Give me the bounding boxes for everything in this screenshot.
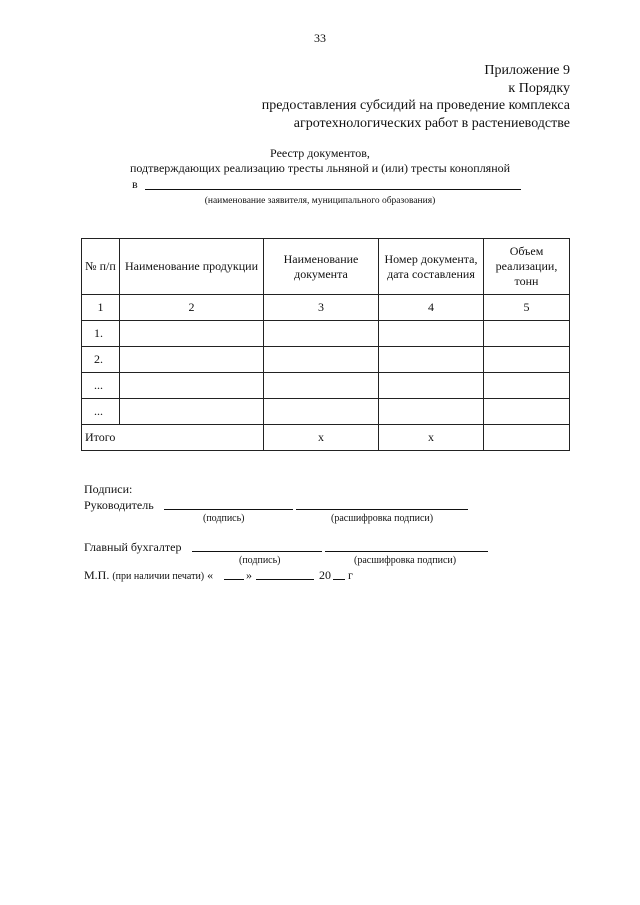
accountant-signature-field[interactable] [192,551,322,552]
accountant-label: Главный бухгалтер [84,540,182,554]
row-number: 2. [82,347,120,373]
appendix-line-1: Приложение 9 [484,63,570,78]
registry-title-line-2: подтверждающих реализацию тресты льняной и (или) тресты конопляной [129,161,511,175]
table-row [82,321,570,347]
stamp-label: М.П. [84,568,110,582]
table-header-row [82,239,570,295]
appendix-line-4: агротехнологических работ в растениеводстве [293,115,570,131]
accountant-decoding-caption: (расшифровка подписи) [354,555,457,566]
table-cell[interactable] [484,347,570,373]
header-cell: № п/п [82,239,120,295]
accountant-decoding-field[interactable] [325,551,488,552]
date-open-quote: « [207,568,214,582]
head-decoding-caption: (расшифровка подписи) [331,513,434,524]
table-cell[interactable] [379,347,484,373]
column-number: 1 [82,295,120,321]
column-number: 4 [379,295,484,321]
total-label: Итого [82,425,264,451]
column-number-row [82,295,570,321]
signatures-heading: Подписи: [84,482,133,496]
row-number: ... [82,373,120,399]
total-volume-cell[interactable] [484,425,570,451]
column-number: 5 [484,295,570,321]
applicant-field[interactable] [145,189,521,190]
stamp-note: (при наличии печати) [112,571,205,582]
total-mark: x [264,425,379,451]
table-cell[interactable] [264,399,379,425]
registry-table [81,238,570,451]
table-cell[interactable] [484,321,570,347]
total-row [82,425,570,451]
table-cell[interactable] [484,399,570,425]
registry-title-line-1: Реестр документов, [270,146,370,160]
page-number: 33 [314,31,326,45]
table-cell[interactable] [379,373,484,399]
applicant-prefix: в [132,177,138,191]
header-cell: Наименование документа [264,239,379,295]
table-cell[interactable] [120,373,264,399]
accountant-signature-caption: (подпись) [239,555,281,566]
appendix-line-3: предоставления субсидий на проведение комплекса [261,98,570,113]
column-number: 2 [120,295,264,321]
appendix-line-2: к Порядку [508,80,570,96]
table-cell[interactable] [120,321,264,347]
head-signature-field[interactable] [164,509,293,510]
date-day-field[interactable] [224,579,244,580]
table-cell[interactable] [264,373,379,399]
column-number: 3 [264,295,379,321]
year-prefix: 20 [319,568,331,582]
table-cell[interactable] [264,347,379,373]
appendix-header [262,62,570,132]
table-row [82,399,570,425]
table-cell[interactable] [264,321,379,347]
date-close-quote: » [246,568,252,582]
applicant-caption: (наименование заявителя, муниципального образования) [204,196,436,206]
head-signature-caption: (подпись) [203,513,245,524]
stamp-date-row [84,568,213,583]
head-decoding-field[interactable] [296,509,468,510]
table-cell[interactable] [379,321,484,347]
registry-title [0,146,640,176]
applicant-row [132,177,146,192]
row-number: ... [82,399,120,425]
header-cell: Объем реализации, тонн [484,239,570,295]
table-row [82,347,570,373]
header-cell: Наименование продукции [120,239,264,295]
year-suffix: г [348,568,353,582]
table-cell[interactable] [120,347,264,373]
table-cell[interactable] [484,373,570,399]
table-cell[interactable] [120,399,264,425]
date-month-field[interactable] [256,579,314,580]
total-mark: x [379,425,484,451]
head-label: Руководитель [84,498,154,512]
date-year-field[interactable] [333,579,345,580]
row-number: 1. [82,321,120,347]
header-cell: Номер документа, дата составления [379,239,484,295]
table-row [82,373,570,399]
table-cell[interactable] [379,399,484,425]
